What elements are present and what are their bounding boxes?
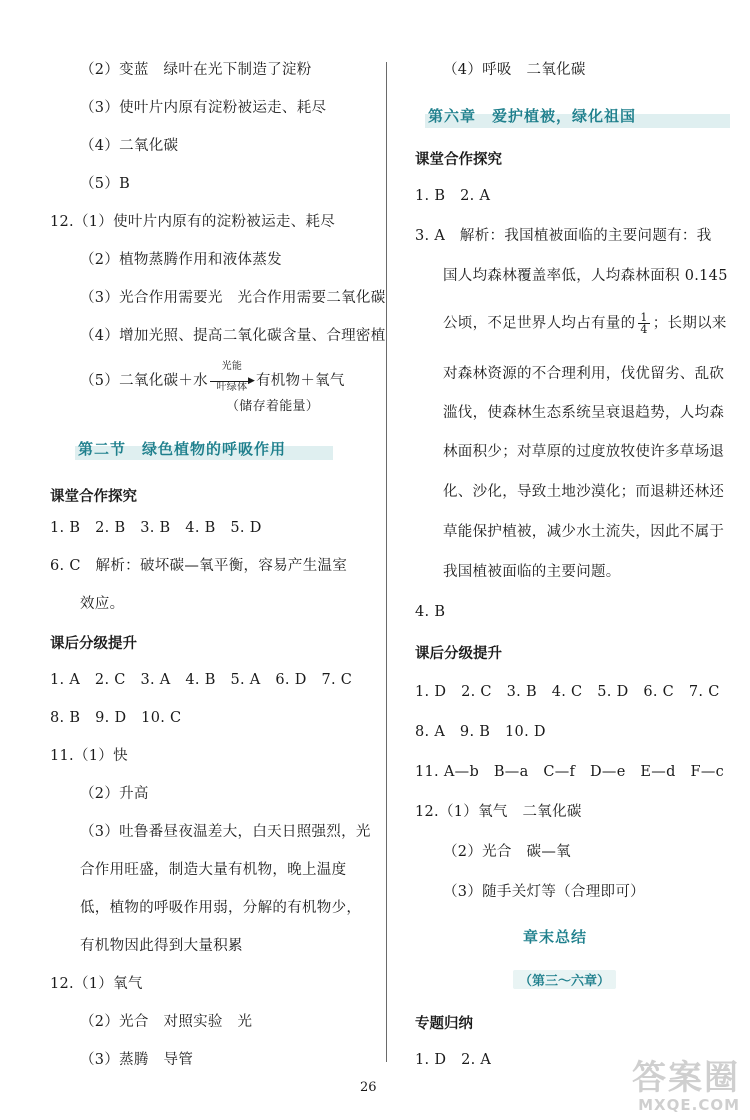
heading-after-class: 课后分级提升 <box>415 646 502 662</box>
answer-line: 低，植物的呼吸作用弱，分解的有机物少， <box>80 900 362 916</box>
answer-line: 12.（1）氧气 <box>50 976 143 992</box>
answer-line: 1. D 2. C 3. B 4. C 5. D 6. C 7. C <box>415 684 720 700</box>
answer-line: （2）光合 对照实验 光 <box>80 1014 253 1030</box>
equation-reactants: （5）二氧化碳＋水 <box>80 373 208 389</box>
heading-class-exploration: 课堂合作探究 <box>50 489 137 505</box>
arrow-head-icon: ▶ <box>247 376 256 386</box>
answer-line: （5）B <box>80 176 131 192</box>
summary-subtitle: （第三～六章） <box>513 970 616 989</box>
fraction <box>638 312 649 335</box>
answer-line: 12.（1）使叶片内原有的淀粉被运走、耗尽 <box>50 214 336 230</box>
answer-line: 4. B <box>415 604 446 620</box>
answer-line: （4）呼吸 二氧化碳 <box>443 62 586 78</box>
fraction-line-text: ；长期以来 <box>652 315 727 332</box>
answer-line: 1. D 2. A <box>415 1052 492 1068</box>
column-divider <box>386 62 387 1062</box>
answer-line: 3. A 解析：我国植被面临的主要问题有：我 <box>415 228 712 244</box>
answer-line: （4）二氧化碳 <box>80 138 179 154</box>
fraction-line-text: 公顷，不足世界人均占有量的 <box>443 315 636 332</box>
watermark-url: MXQE.COM <box>638 1096 740 1114</box>
reaction-arrow <box>208 361 256 393</box>
answer-line: 国人均森林覆盖率低，人均森林面积 0.145 <box>443 268 728 284</box>
answer-line: （2）光合 碳—氧 <box>443 844 571 860</box>
summary-title: 章末总结 <box>523 928 588 946</box>
answer-line: 1. A 2. C 3. A 4. B 5. A 6. D 7. C <box>50 672 353 688</box>
answer-line: 草能保护植被，减少水土流失，因此不属于 <box>443 524 725 540</box>
answer-line: 化、沙化，导致土地沙漠化；而退耕还林还 <box>443 484 725 500</box>
answer-line: 8. B 9. D 10. C <box>50 710 182 726</box>
answer-line: 我国植被面临的主要问题。 <box>443 564 621 580</box>
answer-line: （2）植物蒸腾作用和液体蒸发 <box>80 252 282 268</box>
answer-line: （3）随手关灯等（合理即可） <box>443 884 645 900</box>
answer-line: 合作用旺盛，制造大量有机物，晚上温度 <box>80 862 347 878</box>
answer-line: （3）蒸腾 导管 <box>80 1052 194 1068</box>
answer-line: 6. C 解析：破坏碳—氧平衡，容易产生温室 <box>50 558 348 574</box>
answer-line: 有机物因此得到大量积累 <box>80 938 243 954</box>
answer-line: （3）光合作用需要光 光合作用需要二氧化碳 <box>80 290 386 306</box>
heading-topic-summary: 专题归纳 <box>415 1016 473 1032</box>
fraction-denominator: 4 <box>640 323 648 336</box>
chemical-equation <box>80 361 345 393</box>
heading-after-class: 课后分级提升 <box>50 636 137 652</box>
answer-line: 11.（1）快 <box>50 748 128 764</box>
answer-line: （4）增加光照、提高二氧化碳含量、合理密植 <box>80 328 386 344</box>
watermark-logo <box>632 1060 740 1114</box>
section-title: 第二节 绿色植物的呼吸作用 <box>78 440 287 458</box>
watermark-text: 答案圈 <box>632 1058 740 1098</box>
answer-line: （3）吐鲁番昼夜温差大，白天日照强烈，光 <box>80 824 371 840</box>
answer-line: 滥伐，使森林生态系统呈衰退趋势，人均森 <box>443 405 725 421</box>
answer-line: 11. A—b B—a C—f D—e E—d F—c <box>415 764 725 780</box>
answer-line: 1. B 2. B 3. B 4. B 5. D <box>50 520 262 536</box>
equation-note: （储存着能量） <box>226 399 320 414</box>
arrow-condition-bottom: 叶绿体 <box>216 382 248 393</box>
answer-line-with-fraction <box>443 312 727 335</box>
answer-line: （2）升高 <box>80 786 149 802</box>
answer-line: （3）使叶片内原有淀粉被运走、耗尽 <box>80 100 327 116</box>
equation-products: 有机物＋氧气 <box>255 373 345 389</box>
heading-class-exploration: 课堂合作探究 <box>415 152 502 168</box>
arrow-condition-top: 光能 <box>221 361 243 372</box>
page-number: 26 <box>360 1080 377 1095</box>
chapter-title: 第六章 爱护植被，绿化祖国 <box>428 107 637 125</box>
answer-line: 12.（1）氧气 二氧化碳 <box>415 804 582 820</box>
fraction-numerator: 1 <box>640 311 648 324</box>
answer-line: 效应。 <box>80 596 125 612</box>
answer-line: （2）变蓝 绿叶在光下制造了淀粉 <box>80 62 312 78</box>
answer-line: 8. A 9. B 10. D <box>415 724 546 740</box>
answer-line: 林面积少；对草原的过度放牧使许多草场退 <box>443 444 725 460</box>
answer-line: 对森林资源的不合理利用，伐优留劣、乱砍 <box>443 366 725 382</box>
answer-line: 1. B 2. A <box>415 188 491 204</box>
